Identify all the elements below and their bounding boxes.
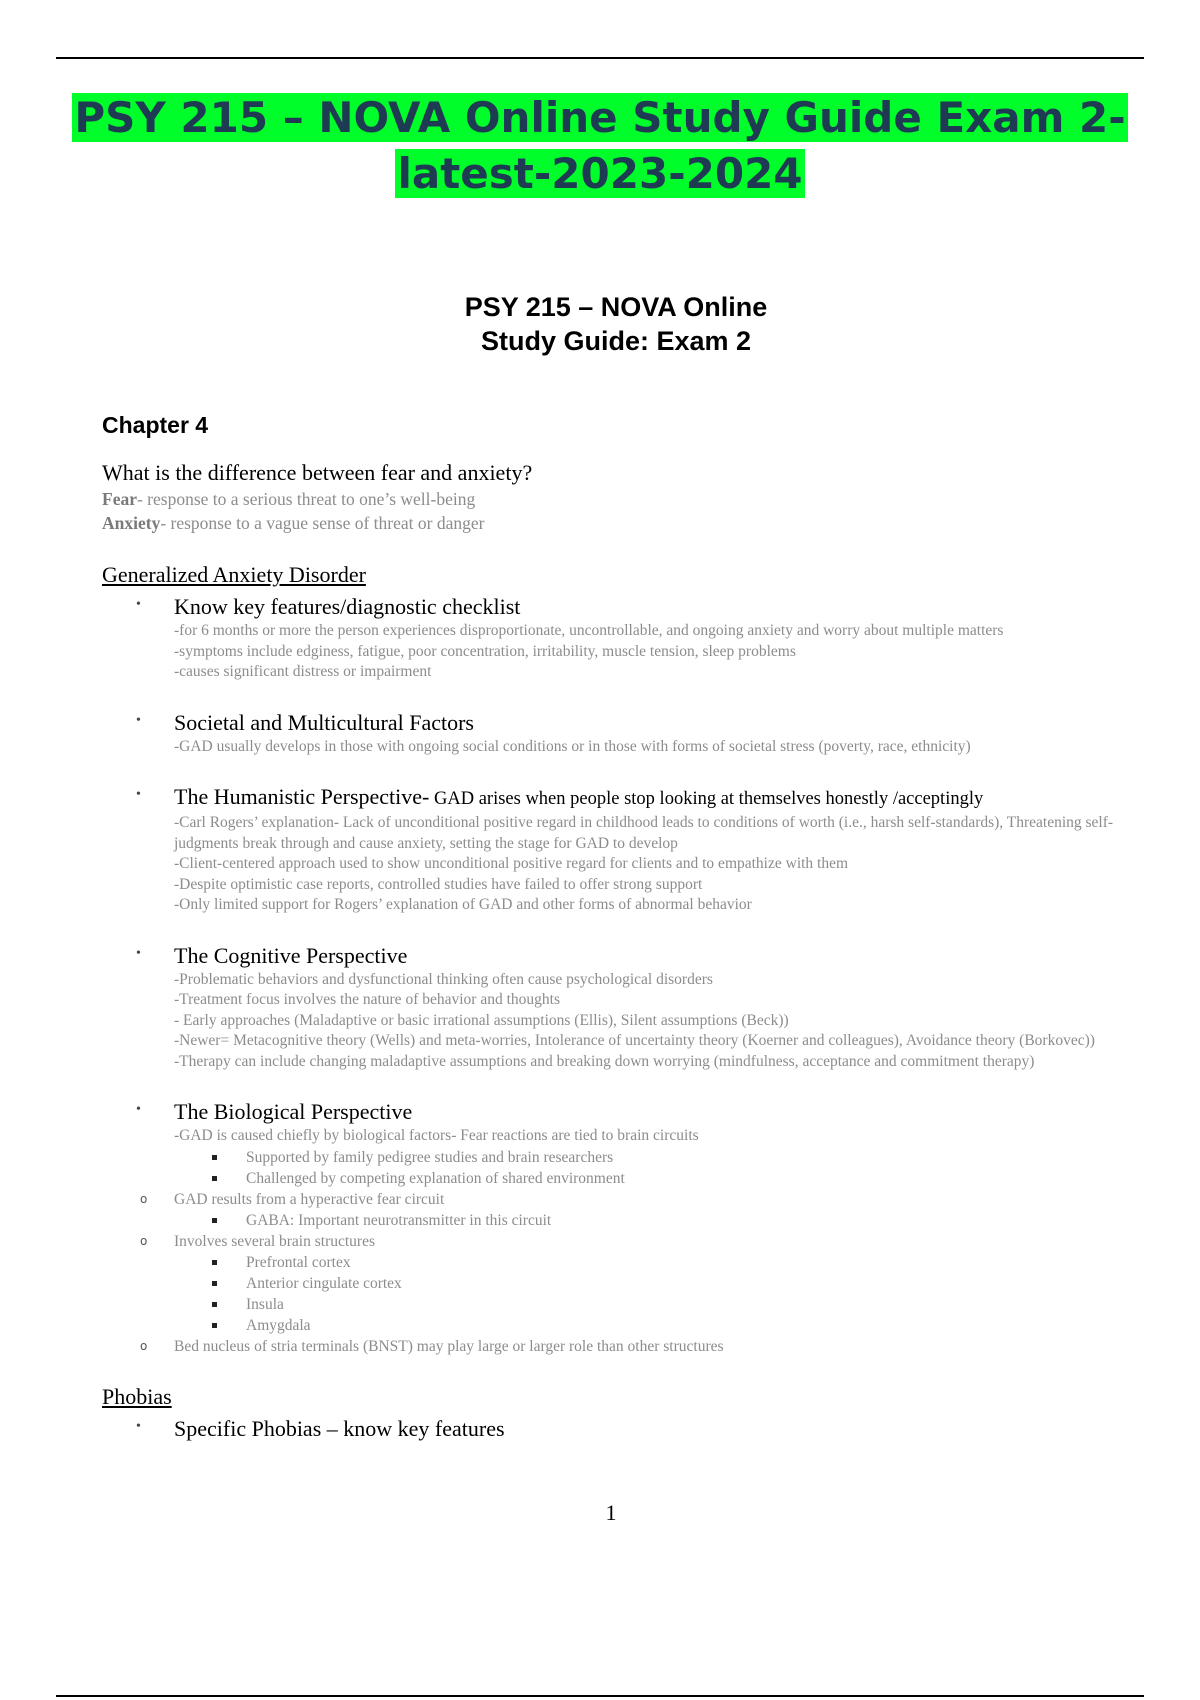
bullet-dot-icon: • xyxy=(136,597,141,612)
question-text: What is the difference between fear and anxiety? xyxy=(102,460,533,485)
bullet-line: -Newer= Metacognitive theory (Wells) and meta-worries, Intolerance of uncertainty theory (Koerner and colleagues), Avoidance theory (Borkovec)) xyxy=(174,1032,1095,1049)
list-item-square xyxy=(102,1147,1117,1168)
bullet-line: -Treatment focus involves the nature of behavior and thoughts xyxy=(174,991,560,1008)
page-title-line-2: Study Guide: Exam 2 xyxy=(480,326,752,356)
circle-bullet-icon: o xyxy=(140,1233,148,1248)
chapter-heading: Chapter 4 xyxy=(102,412,209,438)
section-heading-phobias: Phobias xyxy=(102,1383,172,1409)
definition-anxiety xyxy=(102,511,1117,535)
bullet-line: -Therapy can include changing maladaptive assumptions and breaking down worrying (mindfulness, acceptance and commitment therapy) xyxy=(174,1052,1035,1070)
list-item-square xyxy=(102,1252,1117,1273)
list-item-circle xyxy=(102,1189,1117,1210)
bullet-line: -Problematic behaviors and dysfunctional thinking often cause psychological disorders xyxy=(174,970,713,988)
bullet-line: -Carl Rogers’ explanation- Lack of unconditional positive regard in childhood leads to conditions of worth (i.e., harsh self-standards), Threatening self-judgments break through and cause anxiety, setting the stage for GAD to develop xyxy=(174,814,1114,852)
bullet-dot-icon: • xyxy=(136,945,141,961)
document-banner-title xyxy=(0,90,1200,202)
bullet-cognitive xyxy=(102,942,1117,1073)
bullet-dot-icon: • xyxy=(136,787,141,802)
page-number: 1 xyxy=(605,1500,617,1525)
circle-bullet-icon: o xyxy=(140,1191,148,1206)
bullet-title: Specific Phobias – know key features xyxy=(174,1415,505,1441)
bullet-biological xyxy=(102,1098,1117,1147)
bullet-title: Societal and Multicultural Factors xyxy=(174,709,474,735)
fear-term: Fear xyxy=(102,489,137,509)
list-item-text: GABA: Important neurotransmitter in this circuit xyxy=(246,1211,552,1229)
list-item-square xyxy=(102,1210,1117,1231)
section-heading-gad: Generalized Anxiety Disorder xyxy=(102,562,366,587)
list-item-text: Supported by family pedigree studies and brain researchers xyxy=(246,1148,614,1166)
bullet-line: -Only limited support for Rogers’ explanation of GAD and other forms of abnormal behavior xyxy=(174,896,752,913)
bullet-societal xyxy=(102,709,1117,758)
bullet-line: - Early approaches (Maladaptive or basic irrational assumptions (Ellis), Silent assumptions (Beck)) xyxy=(174,1011,789,1029)
list-item-square xyxy=(102,1168,1117,1189)
bullet-title: Know key features/diagnostic checklist xyxy=(174,594,521,619)
bullet-title xyxy=(174,783,1117,813)
bullet-dot-icon: • xyxy=(136,712,141,728)
square-bullet-icon xyxy=(212,1176,217,1181)
list-item-square xyxy=(102,1294,1117,1315)
list-item-text: Challenged by competing explanation of shared environment xyxy=(246,1169,625,1187)
definition-fear xyxy=(102,487,1117,511)
top-rule xyxy=(56,57,1144,59)
bullet-title-main: The Humanistic Perspective- xyxy=(174,784,430,809)
list-item-circle xyxy=(102,1231,1117,1252)
circle-bullet-icon: o xyxy=(140,1338,148,1353)
document-body xyxy=(102,408,1117,1443)
bullet-line: -GAD usually develops in those with ongoing social conditions or in those with forms of societal stress (poverty, race, ethnicity) xyxy=(174,737,971,755)
bullet-title: The Cognitive Perspective xyxy=(174,942,408,968)
list-item-text: Involves several brain structures xyxy=(174,1232,376,1250)
bullet-line: -Despite optimistic case reports, controlled studies have failed to offer strong support xyxy=(174,875,703,893)
fear-text: - response to a serious threat to one’s well-being xyxy=(136,489,476,509)
square-bullet-icon xyxy=(212,1155,217,1160)
square-bullet-icon xyxy=(212,1281,217,1286)
list-item-square xyxy=(102,1273,1117,1294)
bullet-line: -GAD is caused chiefly by biological factors- Fear reactions are tied to brain circuits xyxy=(174,1127,699,1144)
square-bullet-icon xyxy=(212,1302,217,1307)
list-item-text: Prefrontal cortex xyxy=(246,1253,351,1271)
bullet-title-rest: GAD arises when people stop looking at themselves honestly /acceptingly xyxy=(429,789,984,809)
bullet-humanistic xyxy=(102,783,1117,916)
banner-line-2: latest-2023-2024 xyxy=(397,149,803,198)
list-item-text: GAD results from a hyperactive fear circuit xyxy=(174,1190,445,1208)
list-item-text: Anterior cingulate cortex xyxy=(246,1274,402,1292)
banner-line-1: PSY 215 – NOVA Online Study Guide Exam 2- xyxy=(74,93,1126,142)
page-title-line-1: PSY 215 – NOVA Online xyxy=(464,292,768,322)
list-item-text: Insula xyxy=(246,1295,284,1313)
bullet-line: -Client-centered approach used to show unconditional positive regard for clients and to empathize with them xyxy=(174,855,849,872)
list-item-text: Amygdala xyxy=(246,1316,311,1334)
list-item-square xyxy=(102,1315,1117,1336)
bullet-line: -for 6 months or more the person experiences disproportionate, uncontrollable, and ongoing anxiety and worry about multiple matters xyxy=(174,622,1004,639)
square-bullet-icon xyxy=(212,1260,217,1265)
page-title xyxy=(0,290,1200,358)
square-bullet-icon xyxy=(212,1323,217,1328)
bullet-line: -causes significant distress or impairment xyxy=(174,663,432,680)
bullet-title: The Biological Perspective xyxy=(174,1099,413,1124)
list-item-circle xyxy=(102,1336,1117,1357)
bullet-dot-icon: • xyxy=(136,1418,141,1434)
bullet-key-features xyxy=(102,593,1117,683)
definitions xyxy=(102,487,1117,535)
anxiety-term: Anxiety xyxy=(102,513,161,533)
list-item-text: Bed nucleus of stria terminals (BNST) may play large or larger role than other structures xyxy=(174,1337,724,1355)
bullet-line: -symptoms include edginess, fatigue, poor concentration, irritability, muscle tension, sleep problems xyxy=(174,642,796,660)
anxiety-text: - response to a vague sense of threat or danger xyxy=(160,513,485,533)
bullet-specific-phobias xyxy=(102,1415,1117,1443)
square-bullet-icon xyxy=(212,1218,217,1223)
bullet-dot-icon: • xyxy=(136,1102,141,1117)
bottom-rule xyxy=(56,1695,1144,1697)
